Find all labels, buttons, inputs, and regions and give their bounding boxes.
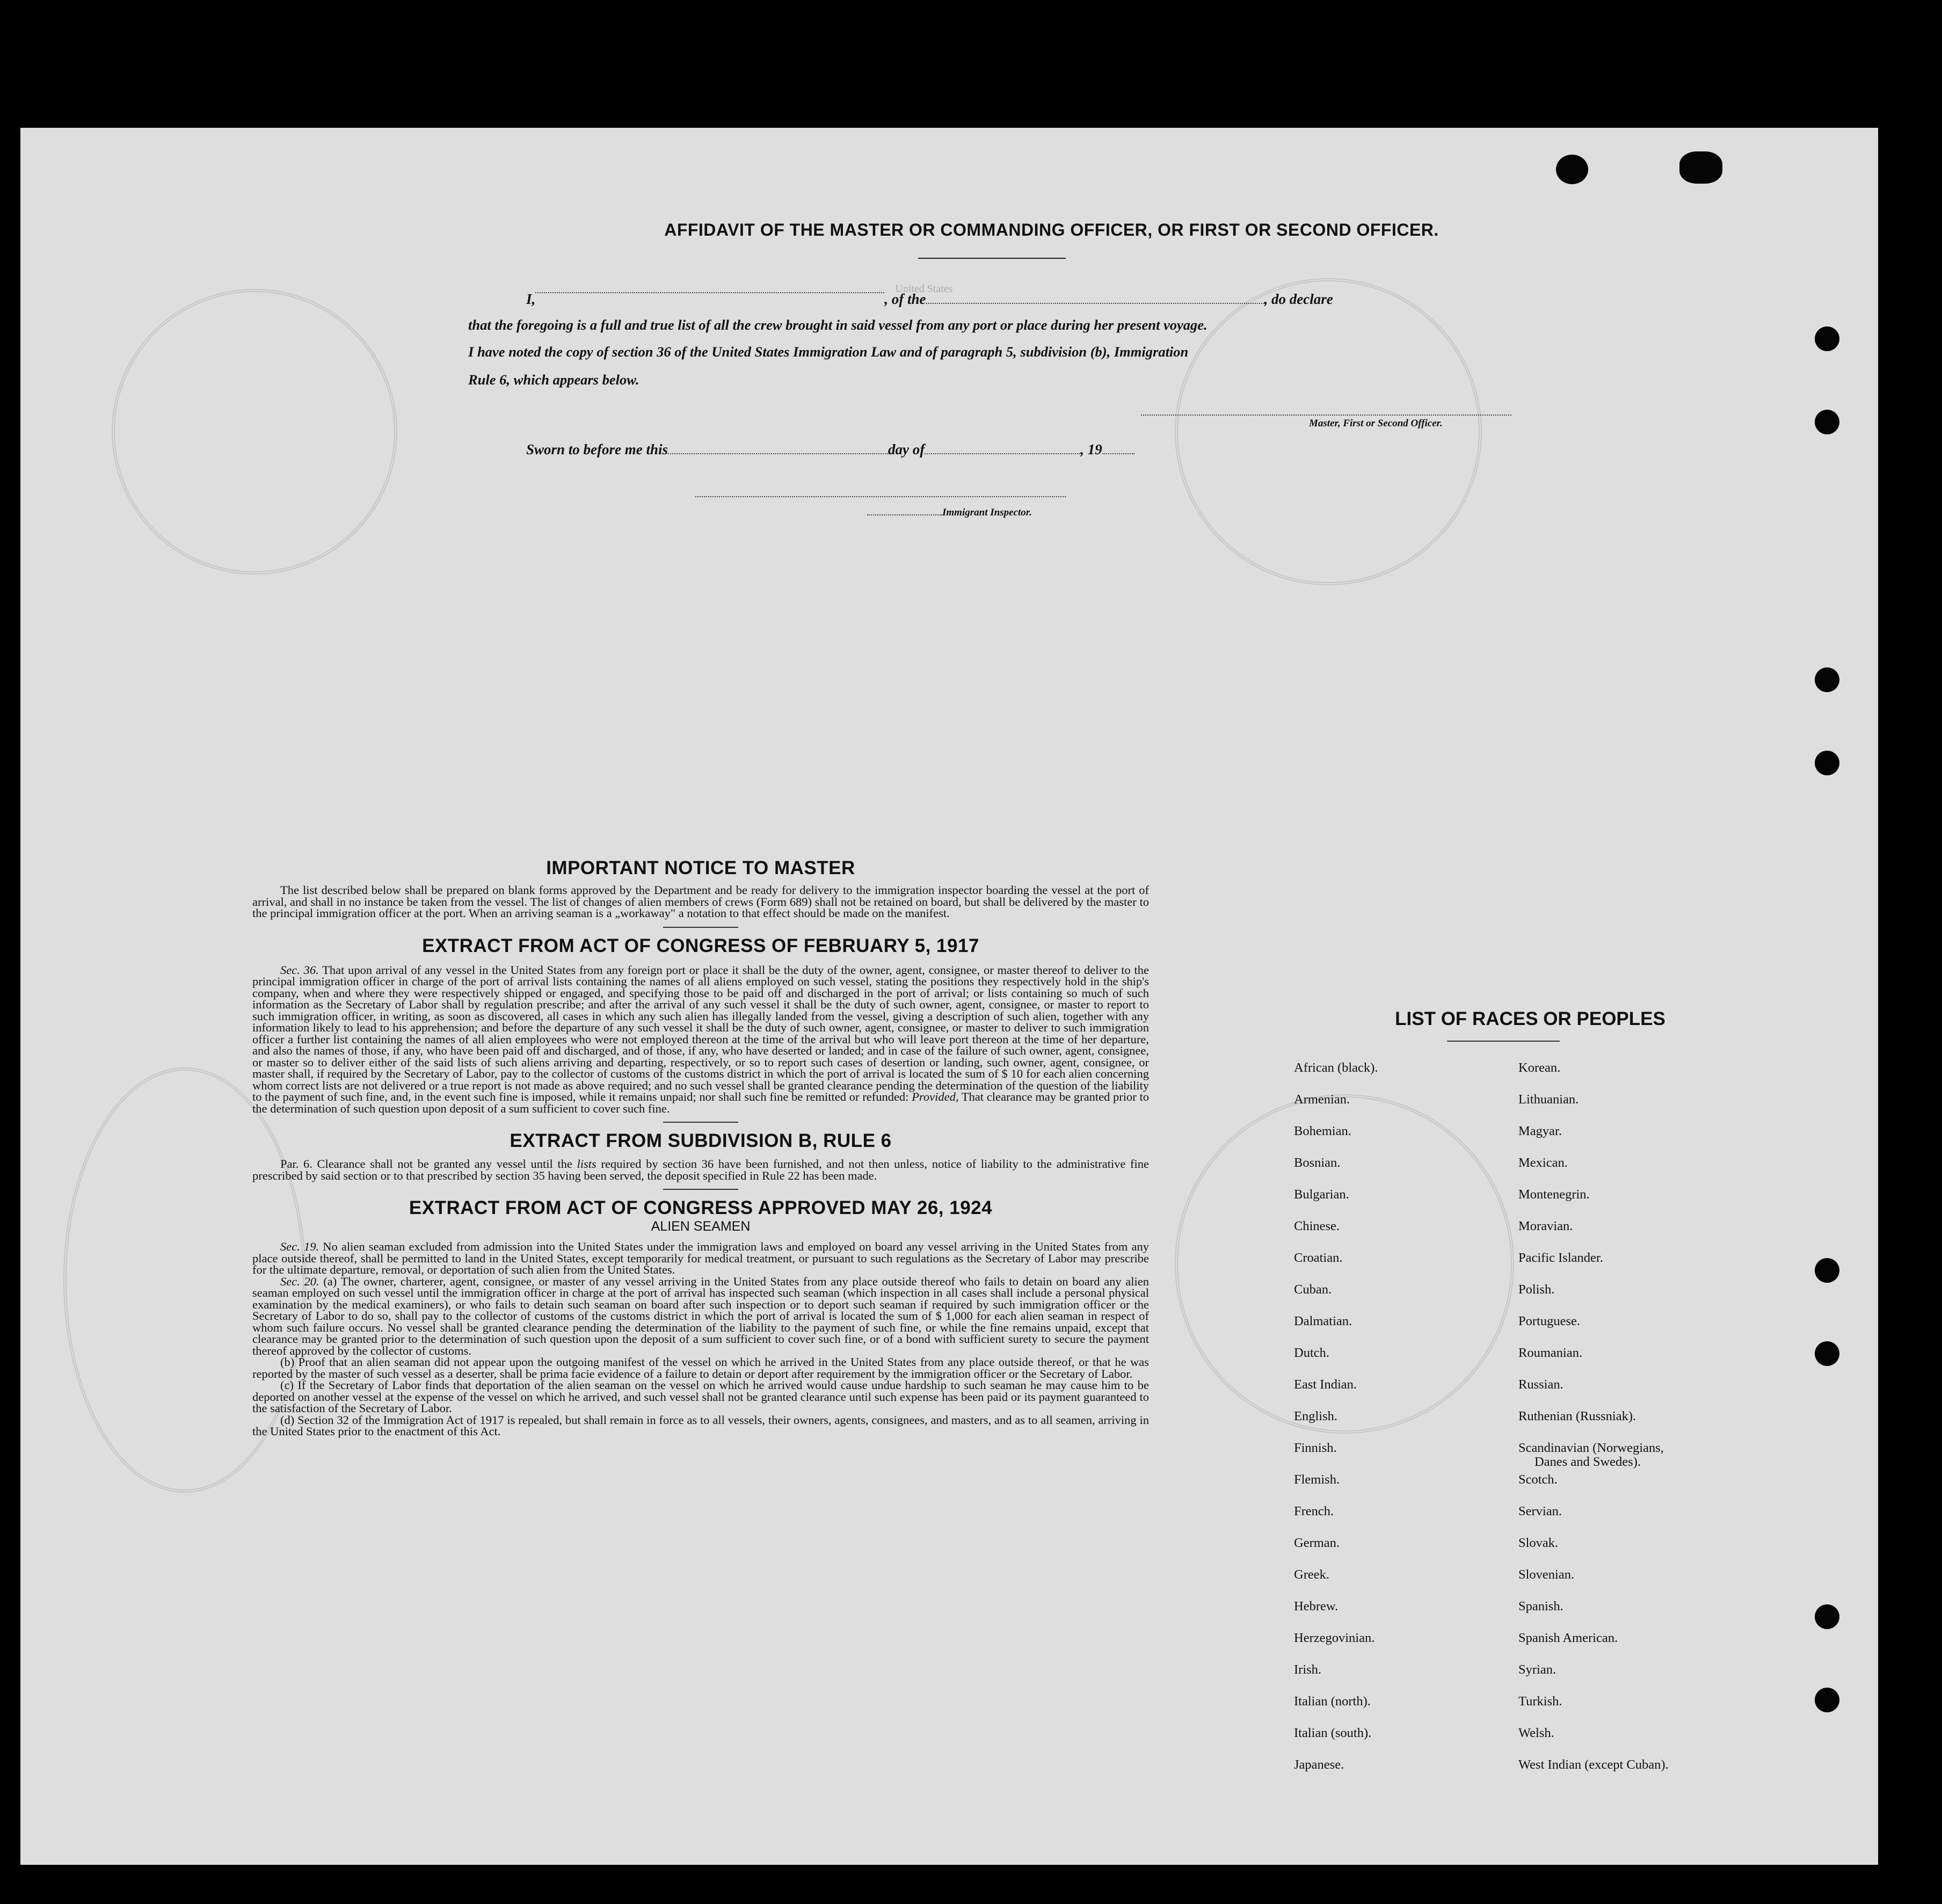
race-label: Finnish. (1294, 1441, 1337, 1455)
race-item (1518, 1473, 1776, 1505)
race-item (1518, 1188, 1776, 1219)
race-item (1294, 1536, 1487, 1568)
race-item (1518, 1156, 1776, 1188)
race-label: Greek. (1294, 1567, 1329, 1582)
race-label: Spanish. (1518, 1599, 1563, 1614)
race-label: Italian (north). (1294, 1694, 1371, 1709)
race-label: Scandinavian (Norwegians, (1518, 1441, 1664, 1455)
race-label: Dalmatian. (1294, 1314, 1352, 1328)
race-item (1294, 1726, 1487, 1758)
affidavit-title: AFFIDAVIT OF THE MASTER OR COMMANDING OFFICER, OR FIRST OR SECOND OFFICER. (664, 220, 1439, 239)
binder-hole (1815, 667, 1839, 692)
sec-20a-body: (a) The owner, charterer, agent, consignee, or master of any vessel arriving in the United States from any place outside thereof who fails to detain on board any alien seaman employed on such vessel until the immigration officer in charge at the port of arrival has inspected such seaman (which inspection in all cases shall include a personal physical examination by the medical examiners), or who fails to detain such seaman on board after such inspection or to deport such seaman if required by such immigration officer or the Secretary of Labor to do so, shall pay to the collector of customs of the customs district in which the port of arrival is located the sum of $ 1,000 for each alien seaman in respect of whom such failure occurs. No vessel shall be granted clearance pending the determination of the liability to the payment of such fine, or while the fine remains unpaid, except that clearance may be granted prior to the determination of such question upon the deposit of a sum sufficient to cover such fine, or of a bond with sufficient surety to secure the payment thereof approved by the collector of customs. (252, 1274, 1149, 1357)
extract-1924-title: EXTRACT FROM ACT OF CONGRESS APPROVED MAY 26, 1924 (409, 1197, 993, 1218)
race-item (1294, 1061, 1487, 1093)
race-label: Irish. (1294, 1662, 1322, 1677)
race-label: Servian. (1518, 1504, 1562, 1518)
punch-hole-top (1556, 155, 1588, 184)
provided-word: Provided, (912, 1090, 959, 1103)
race-label: Italian (south). (1294, 1726, 1372, 1740)
race-item (1518, 1061, 1776, 1093)
race-label: French. (1294, 1504, 1334, 1518)
race-item (1518, 1219, 1776, 1251)
extract-rule6-text (252, 1158, 1149, 1181)
sec-36-body: That upon arrival of any vessel in the United States from any foreign port or place it shall be the duty of the owner, agent, consignee, or master thereof to deliver to the principal immigration officer in charge of the port of arrival lists containing the names of all aliens employed on such vessel, stating the positions they respectively hold in the ship's company, when and where they were respectively shipped or engaged, and specifying those to be paid off and discharged in the port of arrival; or lists containing so much of such information as the Secretary of Labor shall by regulation prescribe; and after the arrival of any such vessel it shall be the duty of such owner, agent, consignee, or master to report to such immigration officer, in writing, as soon as discovered, all cases in which any such alien has illegally landed from the vessel, giving a description of such alien, together with any information likely to lead to his apprehension; and before the departure of any such vessel it shall be the duty of such owner, agent, consignee, or master to deliver to such immigration officer a further list containing the names of all alien employees who were not employed thereon at the time of the arrival but who will leave port thereon at the time of her departure, and also the names of those, if any, who have been paid off and discharged, and of those, if any, who have deserted or landed; and in case of the failure of such owner, agent, consignee, or master so to deliver either of the said lists of such aliens arriving and departing, respectively, or so to report such cases of desertion or landing, such owner, agent, consignee, or master shall, if required by the Secretary of Labor, pay to the collector of customs of the customs district in which the port of arrival is located the sum of $ 10 for each alien concerning whom correct lists are not delivered or a true report is not made as above required; and no such vessel shall be granted clearance pending the determination of the question of the liability to the payment of such fine, and, in the event such fine is imposed, while it remains unpaid; nor shall such fine be remitted or refunded: (252, 963, 1149, 1103)
master-signature-field[interactable] (1141, 413, 1511, 416)
year-prefix: , 19 (1080, 441, 1102, 457)
race-label: Mexican. (1518, 1156, 1568, 1170)
race-item (1518, 1124, 1776, 1156)
race-item (1294, 1631, 1487, 1663)
race-item (1294, 1441, 1487, 1473)
race-item (1294, 1156, 1487, 1188)
race-item (1294, 1251, 1487, 1283)
binder-hole (1815, 1604, 1839, 1629)
sec-36-end: That clearance may be granted prior to the determination of such question upon deposit of a sum sufficient to cover such fine. (252, 1090, 1150, 1115)
faint-stamp-left (112, 289, 397, 575)
binder-hole (1815, 1258, 1839, 1283)
race-item (1518, 1758, 1776, 1790)
races-divider (1447, 1041, 1560, 1042)
race-item (1294, 1758, 1487, 1790)
binder-hole (1815, 326, 1839, 351)
race-item (1294, 1600, 1487, 1631)
race-item (1294, 1505, 1487, 1536)
race-item (1518, 1441, 1776, 1473)
sec-19-body: No alien seaman excluded from admission into the United States under the immigration laws and employed on board any vessel arriving in the United States from any place outside thereof, shall be permitted to land in the United States, except temporarily for medical treatment, or pursuant to such regulations as the Secretary of Labor may prescribe for the ultimate departure, removal, or deportation of such alien from the United States. (252, 1240, 1149, 1276)
race-label: Pacific Islander. (1518, 1251, 1603, 1265)
race-item (1294, 1314, 1487, 1346)
race-label: Magyar. (1518, 1124, 1562, 1138)
race-item (1294, 1283, 1487, 1314)
declaration-line-3: I have noted the copy of section 36 of the United States Immigration Law and of paragraph 5, subdivision (b), Immigration (468, 344, 1189, 360)
binder-hole (1815, 751, 1839, 775)
sec-20d-text: (d) Section 32 of the Immigration Act of 1917 is repealed, but shall remain in force as to all vessels, their owners, agents, consignees, and masters, and as to all seamen, arriving in the United States prior to the enactment of this Act. (252, 1413, 1149, 1438)
extract-rule6-title: EXTRACT FROM SUBDIVISION B, RULE 6 (510, 1130, 892, 1151)
race-label: Bosnian. (1294, 1156, 1341, 1170)
race-label: Chinese. (1294, 1219, 1340, 1233)
vessel-name-field[interactable] (926, 302, 1264, 304)
sworn-line (526, 441, 1134, 458)
binder-holes (1814, 128, 1846, 1865)
race-label: African (black). (1294, 1060, 1378, 1075)
race-label: English. (1294, 1409, 1337, 1423)
race-label: Japanese. (1294, 1757, 1344, 1772)
race-label: Syrian. (1518, 1662, 1556, 1677)
races-column-2 (1518, 1061, 1776, 1790)
race-item (1294, 1473, 1487, 1505)
race-item (1518, 1093, 1776, 1124)
race-label: Flemish. (1294, 1472, 1340, 1487)
race-item (1294, 1663, 1487, 1695)
binder-hole (1815, 1688, 1839, 1712)
race-item (1518, 1536, 1776, 1568)
inspector-caption: Immigrant Inspector. (942, 507, 1032, 518)
race-label: Polish. (1518, 1282, 1555, 1297)
race-item (1518, 1695, 1776, 1726)
race-item (1294, 1378, 1487, 1409)
binder-hole (1815, 1341, 1839, 1366)
master-caption: Master, First or Second Officer. (1309, 418, 1443, 429)
section-divider (663, 1189, 738, 1190)
rule6-end: required by section 36 have been furnished, and not then unless, notice of liability to the administrative fine prescribed by said section or to that prescribed by section 35 having been served, the deposit specified in Rule 22 has been made. (252, 1157, 1149, 1182)
race-item (1294, 1695, 1487, 1726)
rule6-start: Par. 6. Clearance shall not be granted any vessel until the (280, 1157, 572, 1171)
race-label: Moravian. (1518, 1219, 1573, 1233)
sworn-month-field[interactable] (925, 452, 1080, 454)
race-item (1294, 1409, 1487, 1441)
binder-hole (1815, 410, 1839, 434)
race-label: Herzegovinian. (1294, 1631, 1375, 1645)
inspector-signature-field[interactable] (695, 495, 1066, 497)
race-item (1518, 1346, 1776, 1378)
declaration-line-2: that the foregoing is a full and true list of all the crew brought in said vessel from any port or place during her present voyage. (468, 317, 1208, 333)
race-label-continuation: Danes and Swedes). (1534, 1455, 1641, 1469)
race-label: Slovak. (1518, 1536, 1559, 1550)
races-title: LIST OF RACES OR PEOPLES (1395, 1008, 1665, 1029)
race-item (1294, 1188, 1487, 1219)
race-label: Cuban. (1294, 1282, 1332, 1297)
race-label: Croatian. (1294, 1251, 1343, 1265)
race-item (1294, 1093, 1487, 1124)
race-label: Welsh. (1518, 1726, 1554, 1740)
sec-20-label: Sec. 20. (280, 1274, 319, 1288)
race-label: Slovenian. (1518, 1567, 1575, 1582)
extract-1917-text (252, 964, 1149, 1115)
sworn-text: Sworn to before me this (526, 441, 668, 457)
sec-20c-text: (c) If the Secretary of Labor finds that deportation of the alien seaman on the vessel on which he arrived would cause undue hardship to such seaman he may cause him to be deported on another vessel at the expense of the vessel on which he arrived, and such vessel shall not be granted clearance until such expense has been paid or its payment guaranteed to the satisfaction of the Secretary of Labor. (252, 1378, 1149, 1415)
race-label: Lithuanian. (1518, 1092, 1579, 1107)
notice-text: The list described below shall be prepared on blank forms approved by the Department and be ready for delivery to the immigration inspector boarding the vessel at the port of arrival, and shall in no instance be taken from the vessel. The list of changes of alien members of crews (Form 689) shall not be retained on board, but shall be delivered by the master to the principal immigration officer at the port. When an arriving seaman is a „workaway" a notation to that effect should be made on the manifest. (252, 883, 1149, 920)
race-item (1518, 1600, 1776, 1631)
race-label: Ruthenian (Russniak). (1518, 1409, 1636, 1423)
race-item (1518, 1505, 1776, 1536)
title-divider (918, 258, 1066, 259)
of-the-text: , of the (884, 291, 926, 307)
race-label: Bohemian. (1294, 1124, 1351, 1138)
race-label: Roumanian. (1518, 1346, 1583, 1360)
declaration-line-4: Rule 6, which appears below. (468, 372, 639, 388)
section-divider (663, 927, 738, 928)
race-label: Hebrew. (1294, 1599, 1339, 1614)
race-label: Montenegrin. (1518, 1187, 1590, 1202)
races-column-1 (1294, 1061, 1487, 1790)
race-label: West Indian (except Cuban). (1518, 1757, 1669, 1772)
declaration-line-1 (526, 291, 1333, 308)
race-item (1518, 1409, 1776, 1441)
sec-19-label: Sec. 19. (280, 1240, 319, 1253)
race-item (1294, 1568, 1487, 1600)
race-item (1518, 1314, 1776, 1346)
race-label: Dutch. (1294, 1346, 1329, 1360)
race-label: Korean. (1518, 1060, 1561, 1075)
notice-title: IMPORTANT NOTICE TO MASTER (546, 857, 855, 878)
faint-stamp-right (1175, 278, 1482, 585)
race-item (1518, 1378, 1776, 1409)
sec-20b-text: (b) Proof that an alien seaman did not appear upon the outgoing manifest of the vessel on which he arrived in the United States from any place outside thereof, or that he was reported by the master of such vessel as a deserter, shall be prima facie evidence of a failure to detain or deport after requirement by the immigration officer or the Secretary of Labor. (252, 1355, 1149, 1380)
alien-seamen-subtitle: ALIEN SEAMEN (651, 1219, 751, 1234)
declarant-name-field[interactable] (535, 291, 884, 293)
inspector-name-field[interactable] (867, 513, 942, 515)
race-label: East Indian. (1294, 1377, 1357, 1392)
notice-block (252, 857, 1149, 1437)
race-item (1518, 1631, 1776, 1663)
race-item (1518, 1663, 1776, 1695)
race-label: German. (1294, 1536, 1340, 1550)
race-item (1518, 1283, 1776, 1314)
do-declare-text: , do declare (1264, 291, 1333, 307)
race-label: Armenian. (1294, 1092, 1350, 1107)
race-label: Portuguese. (1518, 1314, 1580, 1328)
sec-36-label: Sec. 36. (280, 963, 319, 977)
lists-word: lists (577, 1157, 597, 1171)
race-item (1294, 1124, 1487, 1156)
race-label: Turkish. (1518, 1694, 1562, 1709)
race-item (1294, 1219, 1487, 1251)
declarant-prefix: I, (526, 291, 536, 307)
section-divider (663, 1122, 738, 1123)
race-label: Spanish American. (1518, 1631, 1618, 1645)
race-label: Russian. (1518, 1377, 1563, 1392)
race-item (1518, 1568, 1776, 1600)
race-label: Scotch. (1518, 1472, 1558, 1487)
extract-1917-title: EXTRACT FROM ACT OF CONGRESS OF FEBRUARY 5, 1917 (422, 935, 979, 956)
sec-19-text (252, 1241, 1149, 1276)
sworn-year-field[interactable] (1102, 452, 1134, 454)
race-label: Bulgarian. (1294, 1187, 1349, 1202)
punch-hole-top-right (1679, 151, 1722, 184)
day-of-text: day of (888, 441, 925, 457)
inspector-line (867, 507, 1032, 519)
race-item (1518, 1726, 1776, 1758)
race-item (1518, 1251, 1776, 1283)
sec-20a-text (252, 1276, 1149, 1357)
race-item (1294, 1346, 1487, 1378)
sworn-day-field[interactable] (668, 452, 888, 454)
